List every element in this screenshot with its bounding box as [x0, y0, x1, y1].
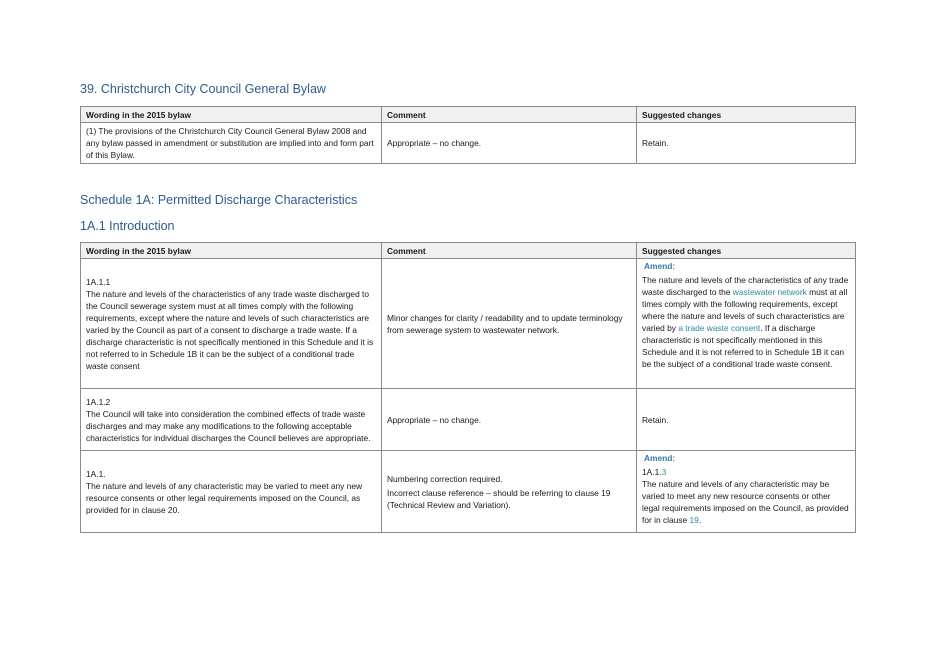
comment-cell: Appropriate – no change.	[382, 389, 637, 451]
header-wording: Wording in the 2015 bylaw	[81, 243, 382, 259]
wording-cell: (1) The provisions of the Christchurch City Council General Bylaw 2008 and any bylaw passed in amendment or substitution are implied into and form part of this Bylaw.	[81, 123, 382, 164]
clause-number: 1A.1.	[86, 468, 106, 479]
comment-cell: Appropriate – no change.	[382, 123, 637, 164]
header-suggested: Suggested changes	[637, 107, 856, 123]
header-suggested: Suggested changes	[637, 243, 856, 259]
changed-text: 3	[661, 467, 667, 477]
changed-text: 19	[689, 515, 699, 525]
suggested-text: The nature and levels of the characteristics of any trade waste discharged to the wastewater network must at all times comply with the following requirements, except where the nature and levels of such characteristics are varied by a trade waste consent. If a discharge characteristic is not specifically mentioned in this Schedule and it is not referred to in Schedule 1B it can be the subject of a conditional trade waste consent.	[642, 275, 849, 369]
table-row	[81, 123, 856, 164]
wording-cell	[81, 389, 382, 451]
section-heading-39: 39. Christchurch City Council General Bylaw	[80, 82, 326, 96]
clause-text: The nature and levels of any characteristic may be varied to meet any new resource consents or other legal requirements imposed on the Council, as provided for in clause 20.	[86, 480, 363, 515]
clause-number: 1A.1.3	[642, 467, 667, 477]
clause-number: 1A.1.1	[86, 276, 111, 287]
table-row	[81, 389, 856, 451]
wording-cell	[81, 451, 382, 533]
suggested-text: The nature and levels of any characteristic may be varied to meet any new resource consents or other legal requirements imposed on the Council, as provided for in clause 19.	[642, 479, 849, 525]
suggested-cell	[637, 451, 856, 533]
comment-line: Numbering correction required.	[387, 473, 503, 484]
table-row	[81, 451, 856, 533]
clause-text: The Council will take into consideration the combined effects of trade waste discharges and may make any modifications to the following acceptable characteristics for individual discharges the Council believes are appropriate.	[86, 408, 371, 443]
table-header-row	[81, 107, 856, 123]
changed-text: a trade waste consent	[678, 323, 761, 333]
comment-cell: Minor changes for clarity / readability and to update terminology from sewerage system to wastewater network.	[382, 259, 637, 389]
changed-text: wastewater network	[732, 287, 807, 297]
comment-line: Incorrect clause reference – should be referring to clause 19 (Technical Review and Variation).	[387, 487, 611, 510]
header-comment: Comment	[382, 107, 637, 123]
schedule-heading: Schedule 1A: Permitted Discharge Characteristics	[80, 193, 358, 207]
clause-text: The nature and levels of the characteristics of any trade waste discharged to the Council sewerage system must at all times comply with the following requirements, except where the nature and levels of such characteristics are varied by the Council as part of a consent to discharge a trade waste. If a discharge characteristic is not specifically mentioned in this Schedule and it is not referred to in Schedule 1B it can be the subject of a conditional trade waste consent	[86, 288, 374, 371]
section-subheading: 1A.1 Introduction	[80, 219, 175, 233]
header-comment: Comment	[382, 243, 637, 259]
suggested-cell	[637, 259, 856, 389]
comment-cell	[382, 451, 637, 533]
amend-label: Amend:	[644, 261, 676, 271]
header-wording: Wording in the 2015 bylaw	[81, 107, 382, 123]
table-header-row	[81, 243, 856, 259]
wording-cell	[81, 259, 382, 389]
amend-label: Amend:	[644, 453, 676, 463]
clause-number: 1A.1.2	[86, 396, 111, 407]
bylaw-table	[80, 106, 856, 164]
table-row	[81, 259, 856, 389]
suggested-cell: Retain.	[637, 123, 856, 164]
suggested-cell: Retain.	[637, 389, 856, 451]
schedule-table	[80, 242, 856, 533]
